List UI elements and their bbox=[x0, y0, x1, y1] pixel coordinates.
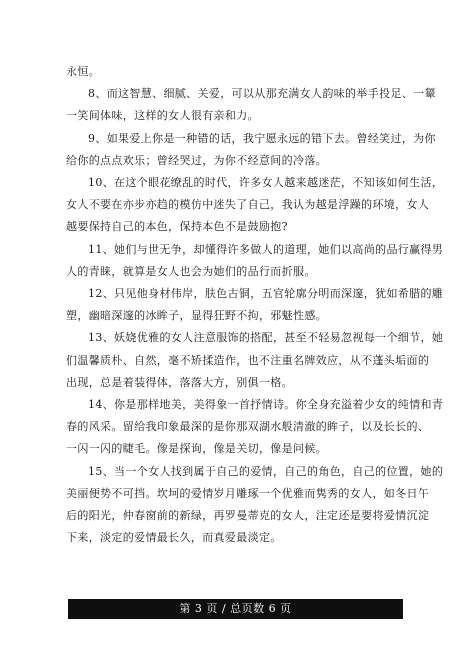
paragraph-8-line-2: 一笑间体味，这样的女人很有亲和力。 bbox=[66, 109, 259, 123]
paragraph-15-line-3: 后的阳光，仲春窗前的新绿，再罗曼蒂克的女人，注定还是要将爱情沉淀 bbox=[66, 509, 430, 523]
paragraph-13-line-3: 出现，总是着装得体，落落大方，别俱一格。 bbox=[66, 375, 293, 389]
paragraph-11-line-2: 人的青睐，就算是女人也会为她们的品行而折服。 bbox=[66, 264, 316, 278]
paragraph-15-line-1: 15、当一个女人找到属于自己的爱情，自己的角色，自己的位置，她的 bbox=[88, 464, 444, 478]
paragraph-8-line-1: 8、而这智慧、细腻、关爱，可以从那充满女人韵味的举手投足、一颦 bbox=[88, 87, 436, 101]
page-footer bbox=[68, 599, 403, 619]
page-body bbox=[66, 61, 444, 549]
paragraph-14-line-1: 14、你是那样地美，美得象一首抒情诗。你全身充溢着少女的纯情和青 bbox=[88, 398, 444, 412]
paragraph-13-line-1: 13、妖娆优雅的女人注意服饰的搭配，甚至不轻易忽视每一个细节，她 bbox=[88, 331, 444, 345]
paragraph-11-line-1: 11、她们与世无争，却懂得许多做人的道理，她们以高尚的品行赢得男 bbox=[88, 242, 444, 256]
text-line: 永恒。 bbox=[66, 65, 101, 78]
page-number-label: 第 3 页 / 总页数 6 页 bbox=[179, 602, 292, 615]
paragraph-10-line-2: 女人不要在亦步亦趋的模仿中迷失了自己，我认为越是浮躁的环境，女人 bbox=[66, 198, 430, 212]
paragraph-15-line-2: 美丽便势不可挡。坎坷的爱情岁月雕琢一个优雅而隽秀的女人，如冬日午 bbox=[66, 486, 430, 500]
paragraph-10-line-1: 10、在这个眼花缭乱的时代，许多女人越来越迷茫，不知该如何生活， bbox=[88, 176, 444, 190]
paragraph-15-line-4: 下来，淡定的爱情最长久，而真爱最淡定。 bbox=[66, 531, 282, 545]
paragraph-9-line-1: 9、如果爱上你是一种错的话，我宁愿永远的错下去。曾经笑过，为你 bbox=[88, 131, 436, 145]
paragraph-13-line-2: 们温馨质朴、自然，毫不矫揉造作，也不注重名牌效应，从不蓬头垢面的 bbox=[66, 353, 430, 367]
paragraph-12-line-2: 塑，幽暗深邃的冰眸子，显得狂野不拘，邪魅性感。 bbox=[66, 309, 328, 323]
paragraph-14-line-2: 春的风采。留给我印象最深的是你那双湖水般清澈的眸子，以及长长的、 bbox=[66, 420, 430, 434]
paragraph-10-line-3: 越要保持自己的本色，保持本色不是鼓励抱? bbox=[66, 220, 288, 234]
paragraph-9-line-2: 给你的点点欢乐；曾经哭过，为你不经意间的冷落。 bbox=[66, 153, 328, 167]
paragraph-12-line-1: 12、只见他身材伟岸，肤色古铜，五官轮廓分明而深邃，犹如希腊的雕 bbox=[88, 287, 444, 301]
paragraph-14-line-3: 一闪一闪的睫毛。像是探询，像是关切，像是问候。 bbox=[66, 442, 328, 456]
